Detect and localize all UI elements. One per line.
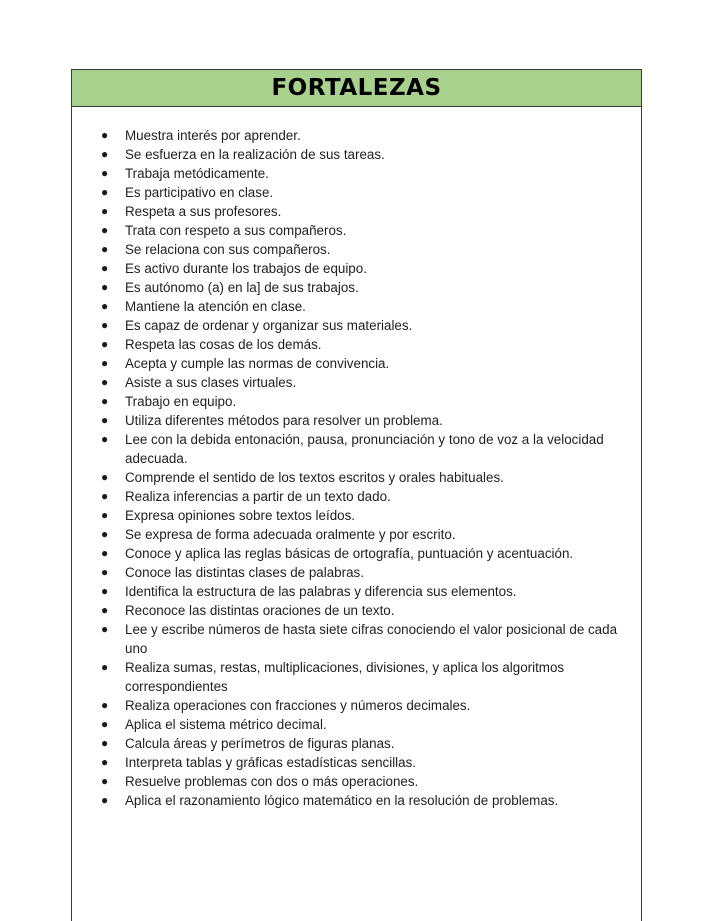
list-item [72,316,641,335]
list-item-text: Lee y escribe números de hasta siete cifras conociendo el valor posicional de cada uno [125,622,618,656]
bullet-icon: ● [101,185,109,199]
list-item [72,658,641,696]
list-item [72,753,641,772]
list-item [72,601,641,620]
bullet-icon: ● [101,470,109,484]
list-item [72,335,641,354]
list-item [72,468,641,487]
bullet-icon: ● [101,660,109,674]
bullet-icon: ● [101,356,109,370]
list-item-text: Lee con la debida entonación, pausa, pronunciación y tono de voz a la velocidad adecuada. [125,432,604,466]
bullet-icon: ● [101,546,109,560]
bullet-icon: ● [101,394,109,408]
page-title: FORTALEZAS [271,75,442,101]
list-item-text: Expresa opiniones sobre textos leídos. [125,508,356,523]
list-item-text: Se esfuerza en la realización de sus tareas. [125,147,385,162]
bullet-icon: ● [101,603,109,617]
list-item-text: Se relaciona con sus compañeros. [125,242,331,257]
list-item [72,373,641,392]
list-item [72,544,641,563]
list-item [72,620,641,658]
bullet-icon: ● [101,698,109,712]
list-item-text: Se expresa de forma adecuada oralmente y por escrito. [125,527,456,542]
list-item [72,221,641,240]
bullet-icon: ● [101,432,109,446]
bullet-icon: ● [101,508,109,522]
list-item-text: Trata con respeto a sus compañeros. [125,223,347,238]
bullet-icon: ● [101,774,109,788]
bullet-icon: ● [101,565,109,579]
bullet-icon: ● [101,755,109,769]
bullet-icon: ● [101,337,109,351]
bullet-icon: ● [101,242,109,256]
list-item [72,715,641,734]
list-item-text: Acepta y cumple las normas de convivencia. [125,356,390,371]
bullet-icon: ● [101,299,109,313]
list-item [72,487,641,506]
list-item [72,582,641,601]
list-item [72,297,641,316]
bullet-icon: ● [101,261,109,275]
list-item-text: Reconoce las distintas oraciones de un texto. [125,603,395,618]
list-item [72,734,641,753]
bullet-icon: ● [101,489,109,503]
bullet-icon: ● [101,147,109,161]
bullet-icon: ● [101,584,109,598]
list-item-text: Utiliza diferentes métodos para resolver un problema. [125,413,443,428]
list-item-text: Respeta las cosas de los demás. [125,337,322,352]
list-item-text: Interpreta tablas y gráficas estadísticas sencillas. [125,755,417,770]
list-item-text: Mantiene la atención en clase. [125,299,306,314]
bullet-icon: ● [101,318,109,332]
bullet-icon: ● [101,280,109,294]
list-item-text: Conoce las distintas clases de palabras. [125,565,364,580]
list-item [72,145,641,164]
bullet-icon: ● [101,717,109,731]
list-item-text: Comprende el sentido de los textos escritos y orales habituales. [125,470,504,485]
bullet-icon: ● [101,128,109,142]
list-item [72,411,641,430]
list-item [72,392,641,411]
list-item-text: Identifica la estructura de las palabras y diferencia sus elementos. [125,584,517,599]
list-item [72,506,641,525]
list-item-text: Trabajo en equipo. [125,394,237,409]
bullet-icon: ● [101,223,109,237]
list-item [72,202,641,221]
list-item-text: Aplica el sistema métrico decimal. [125,717,327,732]
list-item-text: Realiza inferencias a partir de un texto dado. [125,489,391,504]
list-item-text: Realiza sumas, restas, multiplicaciones, divisiones, y aplica los algoritmos correspondientes [125,660,565,694]
list-item [72,354,641,373]
list-item-text: Es participativo en clase. [125,185,274,200]
list-item-text: Aplica el razonamiento lógico matemático en la resolución de problemas. [125,793,559,808]
list-item-text: Es capaz de ordenar y organizar sus materiales. [125,318,413,333]
bullet-icon: ● [101,375,109,389]
bullet-icon: ● [101,793,109,807]
list-item-text: Asiste a sus clases virtuales. [125,375,297,390]
bullet-icon: ● [101,527,109,541]
list-item-text: Conoce y aplica las reglas básicas de ortografía, puntuación y acentuación. [125,546,574,561]
table-header [72,70,641,107]
bullet-icon: ● [101,413,109,427]
list-item-text: Es activo durante los trabajos de equipo. [125,261,367,276]
list-item [72,772,641,791]
bullet-icon: ● [101,204,109,218]
list-item-text: Respeta a sus profesores. [125,204,282,219]
list-item [72,164,641,183]
list-item [72,278,641,297]
list-item-text: Es autónomo (a) en la] de sus trabajos. [125,280,359,295]
strengths-list [72,126,641,810]
bullet-icon: ● [101,622,109,636]
bullet-icon: ● [101,736,109,750]
bullet-icon: ● [101,166,109,180]
list-item [72,183,641,202]
list-item-text: Muestra interés por aprender. [125,128,301,143]
list-item [72,791,641,810]
list-item [72,696,641,715]
list-item [72,430,641,468]
list-item [72,259,641,278]
list-item [72,563,641,582]
list-item [72,240,641,259]
list-item-text: Trabaja metódicamente. [125,166,269,181]
strengths-table [71,69,642,921]
list-item-text: Realiza operaciones con fracciones y números decimales. [125,698,471,713]
list-item [72,126,641,145]
list-item-text: Calcula áreas y perímetros de figuras planas. [125,736,395,751]
list-item-text: Resuelve problemas con dos o más operaciones. [125,774,419,789]
list-item [72,525,641,544]
